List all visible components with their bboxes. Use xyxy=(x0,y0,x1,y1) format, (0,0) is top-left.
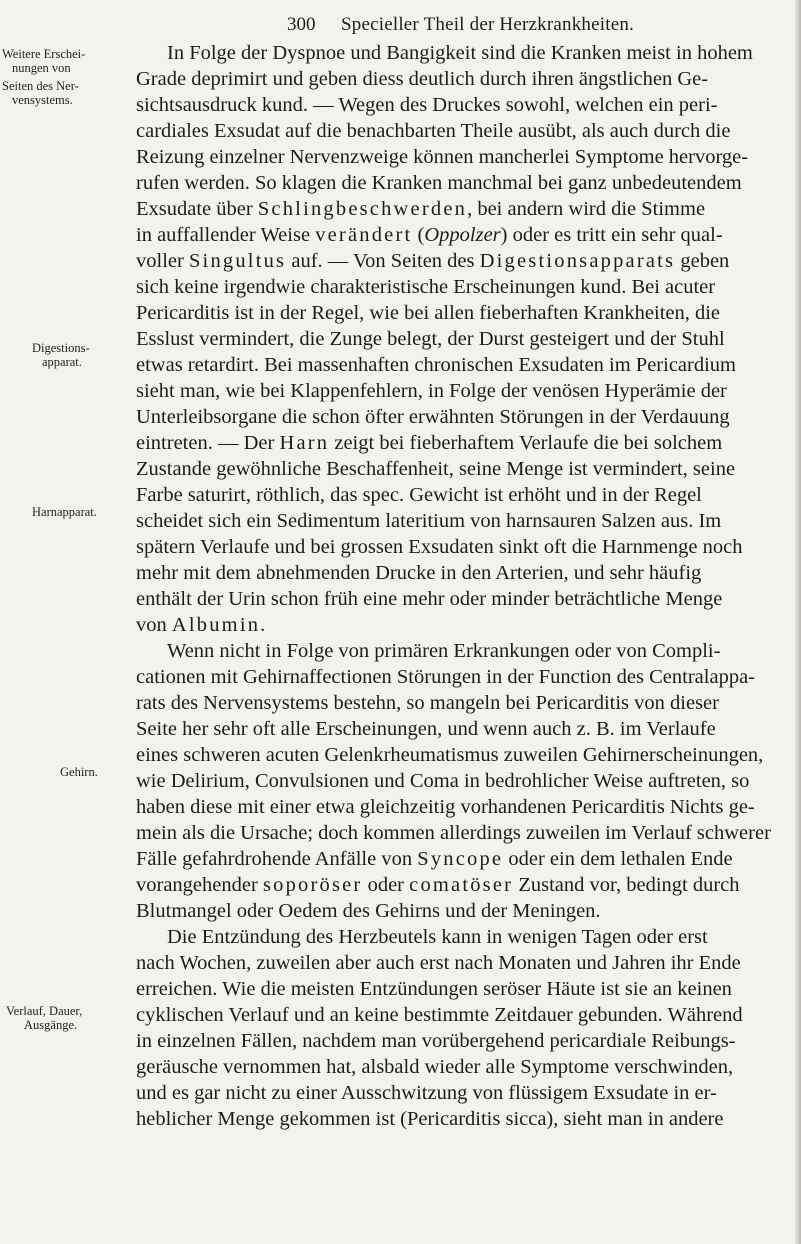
margin-note-digestion xyxy=(2,341,114,369)
text-line: cardiales Exsudat auf die benachbarten Theile ausübt, als auch durch die xyxy=(136,120,731,142)
text-line: vorangehender soporöser oder comatöser Zustand vor, bedingt durch xyxy=(136,874,740,896)
text-line: sich keine irgendwie charakteristische Erscheinungen kund. Bei acuter xyxy=(136,276,716,298)
author-name: Oppolzer xyxy=(424,224,501,246)
text-line: cationen mit Gehirnaffectionen Störungen in der Function des Centralappa- xyxy=(136,666,755,688)
page-edge-shadow xyxy=(795,0,801,1244)
text-line: sieht man, wie bei Klappenfehlern, in Folge der venösen Hyperämie der xyxy=(136,380,727,402)
text-line: Unterleibsorgane die schon öfter erwähnten Störungen in der Verdauung xyxy=(136,406,730,428)
margin-note-line: Verlauf, Dauer, xyxy=(6,1004,83,1018)
text-line: und es gar nicht zu einer Ausschwitzung von flüssigem Exsudate in er- xyxy=(136,1082,717,1104)
text-line: Zustande gewöhnliche Beschaffenheit, seine Menge ist vermindert, seine xyxy=(136,458,736,480)
text-line: spätern Verlaufe und bei grossen Exsudaten sinkt oft die Harnmenge noch xyxy=(136,536,743,558)
margin-note-line: Weitere Erschei- xyxy=(2,47,86,61)
text-line: voller Singultus auf. — Von Seiten des Digestionsapparats geben xyxy=(136,250,730,272)
text-line: in einzelnen Fällen, nachdem man vorübergehend pericardiale Reibungs- xyxy=(136,1030,736,1052)
text-line: Exsudate über Schlingbeschwerden, bei andern wird die Stimme xyxy=(136,198,706,220)
text-line: mein als die Ursache; doch kommen allerdings zuweilen im Verlauf schwerer xyxy=(136,822,771,844)
margin-note-gehirn xyxy=(2,765,114,779)
text-line: Grade deprimirt und geben diess deutlich durch ihren ängstlichen Ge- xyxy=(136,68,709,90)
text-line: sichtsausdruck kund. — Wegen des Druckes sowohl, welchen ein peri- xyxy=(136,94,718,116)
text-line: rufen werden. So klagen die Kranken manchmal bei ganz unbedeutendem xyxy=(136,172,742,194)
margin-note-line: Ausgänge. xyxy=(24,1018,78,1032)
text-line: enthält der Urin schon früh eine mehr oder minder beträchtliche Menge xyxy=(136,588,723,610)
text-line: Fälle gefahrdrohende Anfälle von Syncope oder ein dem lethalen Ende xyxy=(136,848,733,870)
text-line: scheidet sich ein Sedimentum lateritium von harnsauren Salzen aus. Im xyxy=(136,510,722,532)
text-line: Esslust vermindert, die Zunge belegt, der Durst gesteigert und der Stuhl xyxy=(136,328,725,350)
text-line: Reizung einzelner Nervenzweige können mancherlei Symptome hervorge- xyxy=(136,146,749,168)
text-line: in auffallender Weise verändert (Oppolzer) oder es tritt ein sehr qual- xyxy=(136,224,723,246)
margin-note-verlauf xyxy=(2,1004,114,1032)
text-line: Seite her sehr oft alle Erscheinungen, und wenn auch z. B. im Verlaufe xyxy=(136,718,716,740)
page-header xyxy=(0,8,801,44)
text-line: von Albumin. xyxy=(136,614,266,636)
text-line: erreichen. Wie die meisten Entzündungen seröser Häute ist sie an keinen xyxy=(136,978,732,1000)
text-line: eines schweren acuten Gelenkrheumatismus zuweilen Gehirnerscheinungen, xyxy=(136,744,764,766)
margin-note-line: vensystems. xyxy=(12,93,73,107)
spaced-term: soporöser xyxy=(262,874,363,896)
text-line: Die Entzündung des Herzbeutels kann in wenigen Tagen oder erst xyxy=(167,926,708,948)
text-line: etwas retardirt. Bei massenhaften chronischen Exsudaten im Pericardium xyxy=(136,354,736,376)
spaced-term: verändert xyxy=(315,224,413,246)
margin-note-line: Harnapparat. xyxy=(32,505,97,519)
text-line: haben diese mit einer etwa gleichzeitig vorhandenen Pericarditis Nichts ge- xyxy=(136,796,755,818)
running-title: Specieller Theil der Herzkrankheiten. xyxy=(341,14,634,35)
margin-note-line: nungen von xyxy=(12,61,71,75)
text-line: mehr mit dem abnehmenden Drucke in den Arterien, und sehr häufig xyxy=(136,562,702,584)
text-line: eintreten. — Der Harn zeigt bei fieberhaftem Verlaufe die bei solchem xyxy=(136,432,723,454)
text-line: In Folge der Dyspnoe und Bangigkeit sind die Kranken meist in hohem xyxy=(167,42,753,64)
margin-note-line: Digestions- xyxy=(32,341,90,355)
spaced-term: Schlingbeschwerden xyxy=(257,198,468,220)
text-line: Pericarditis ist in der Regel, wie bei allen fieberhaften Krankheiten, die xyxy=(136,302,721,324)
spaced-term: Harn xyxy=(279,432,330,454)
margin-note-harn xyxy=(2,505,114,519)
spaced-term: Digestionsapparats xyxy=(479,250,676,272)
text-line: Farbe saturirt, röthlich, das spec. Gewicht ist erhöht und in der Regel xyxy=(136,484,702,506)
text-line: Wenn nicht in Folge von primären Erkrankungen oder von Compli- xyxy=(167,640,721,662)
margin-note-line: apparat. xyxy=(42,355,82,369)
text-line: cyklischen Verlauf und an keine bestimmte Zeitdauer gebunden. Während xyxy=(136,1004,743,1026)
page-number: 300 xyxy=(287,14,316,35)
margin-note-nervous-system xyxy=(2,47,114,107)
text-line: nach Wochen, zuweilen aber auch erst nach Monaten und Jahren ihr Ende xyxy=(136,952,741,974)
margin-note-line: Seiten des Ner- xyxy=(2,79,79,93)
text-line: wie Delirium, Convulsionen und Coma in bedrohlicher Weise auftreten, so xyxy=(136,770,750,792)
spaced-term: Syncope xyxy=(417,848,504,870)
text-line: Blutmangel oder Oedem des Gehirns und der Meningen. xyxy=(136,900,601,922)
spaced-term: Albumin xyxy=(171,614,261,636)
spaced-term: Singultus xyxy=(188,250,287,272)
text-line: heblicher Menge gekommen ist (Pericarditis sicca), sieht man in andere xyxy=(136,1108,724,1130)
text-line: geräusche vernommen hat, alsbald wieder alle Symptome verschwinden, xyxy=(136,1056,734,1078)
spaced-term: comatöser xyxy=(409,874,514,896)
text-line: rats des Nervensystems bestehn, so mangeln bei Pericarditis von dieser xyxy=(136,692,719,714)
margin-note-line: Gehirn. xyxy=(60,765,98,779)
